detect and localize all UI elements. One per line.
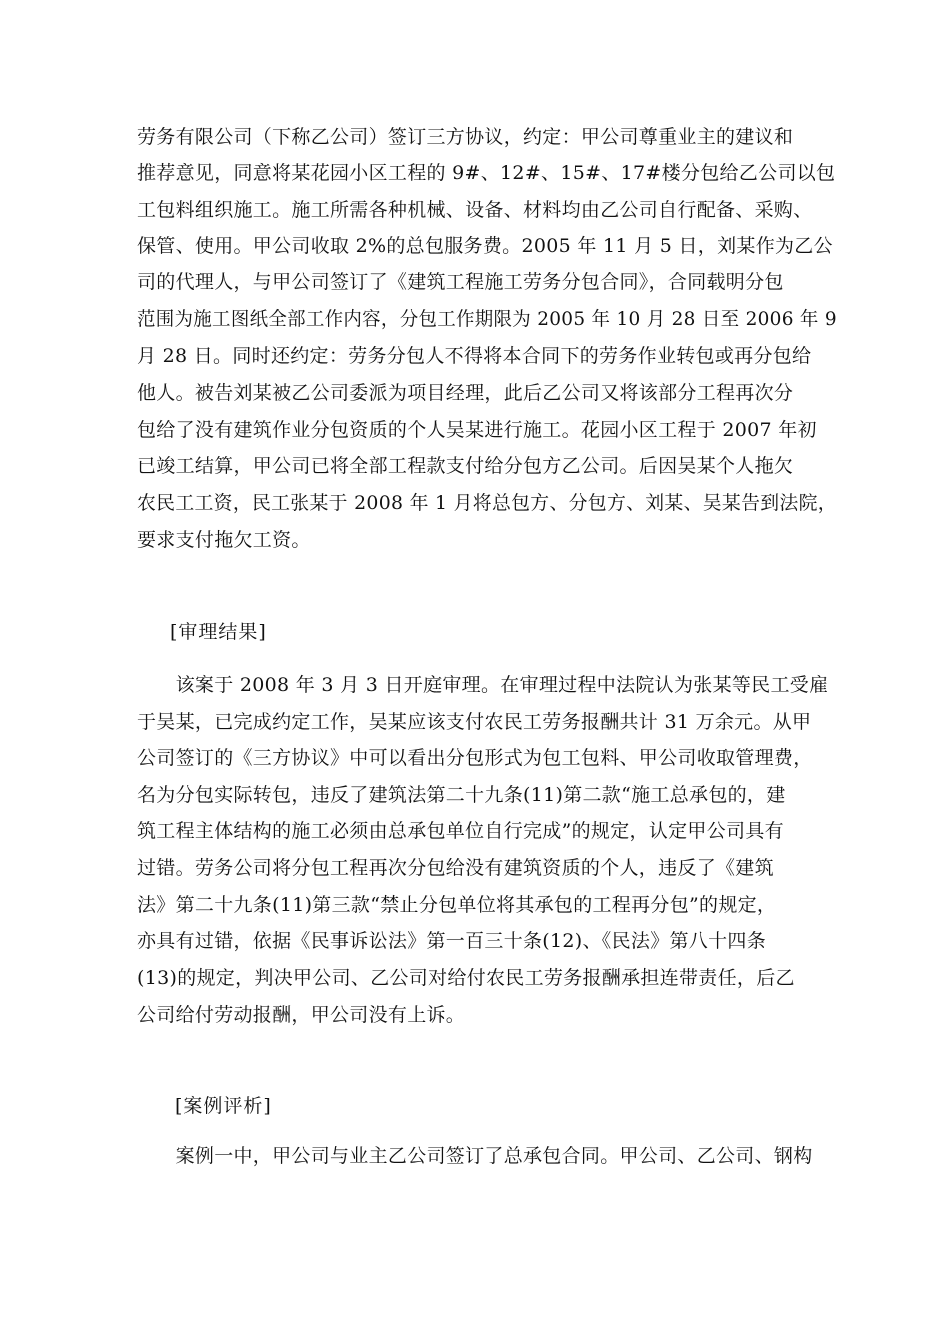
paragraph-line: 于吴某，已完成约定工作，吴某应该支付农民工劳务报酬共计 31 万余元。从甲	[137, 711, 812, 733]
paragraph-line: 法》第二十九条(11)第三款“禁止分包单位将其承包的工程再分包”的规定，	[137, 894, 777, 916]
paragraph-line: 他人。被告刘某被乙公司委派为项目经理，此后乙公司又将该部分工程再次分	[137, 382, 794, 404]
paragraph-line: 公司给付劳动报酬，甲公司没有上诉。	[137, 1004, 466, 1026]
paragraph-line: (13)的规定，判决甲公司、乙公司对给付农民工劳务报酬承担连带责任，后乙	[137, 967, 795, 989]
paragraph-line: 亦具有过错，依据《民事诉讼法》第一百三十条(12)、《民法》第八十四条	[137, 930, 767, 952]
section-heading-trial-result: [审理结果]	[170, 621, 267, 643]
paragraph-line: 包给了没有建筑作业分包资质的个人吴某进行施工。花园小区工程于 2007 年初	[137, 419, 817, 441]
paragraph-line: 农民工工资，民工张某于 2008 年 1 月将总包方、分包方、刘某、吴某告到法院，	[137, 492, 837, 514]
paragraph-line: 案例一中，甲公司与业主乙公司签订了总承包合同。甲公司、乙公司、钢构	[137, 1145, 813, 1167]
paragraph-line: 范围为施工图纸全部工作内容，分包工作期限为 2005 年 10 月 28 日至 2006 年 9	[137, 308, 837, 330]
paragraph-line: 劳务有限公司（下称乙公司）签订三方协议，约定：甲公司尊重业主的建议和	[137, 126, 794, 148]
paragraph-line: 过错。劳务公司将分包工程再次分包给没有建筑资质的个人，违反了《建筑	[137, 857, 774, 879]
section-heading-case-analysis: [案例评析]	[175, 1095, 272, 1117]
paragraph-line: 筑工程主体结构的施工必须由总承包单位自行完成”的规定，认定甲公司具有	[137, 820, 784, 842]
paragraph-line: 推荐意见，同意将某花园小区工程的 9#、12#、15#、17#楼分包给乙公司以包	[137, 162, 836, 184]
paragraph-line: 保管、使用。甲公司收取 2%的总包服务费。2005 年 11 月 5 日，刘某作为乙公	[137, 235, 833, 257]
paragraph-line: 公司签订的《三方协议》中可以看出分包形式为包工包料、甲公司收取管理费，	[137, 747, 813, 769]
paragraph-line: 工包料组织施工。施工所需各种机械、设备、材料均由乙公司自行配备、采购、	[137, 199, 813, 221]
paragraph-line: 要求支付拖欠工资。	[137, 529, 311, 551]
paragraph-line: 司的代理人，与甲公司签订了《建筑工程施工劳务分包合同》，合同载明分包	[137, 271, 784, 293]
paragraph-line: 月 28 日。同时还约定：劳务分包人不得将本合同下的劳务作业转包或再分包给	[137, 345, 812, 367]
paragraph-line: 该案于 2008 年 3 月 3 日开庭审理。在审理过程中法院认为张某等民工受雇	[137, 674, 829, 696]
paragraph-line: 名为分包实际转包，违反了建筑法第二十九条(11)第二款“施工总承包的，建	[137, 784, 786, 806]
paragraph-line: 已竣工结算，甲公司已将全部工程款支付给分包方乙公司。后因吴某个人拖欠	[137, 455, 794, 477]
